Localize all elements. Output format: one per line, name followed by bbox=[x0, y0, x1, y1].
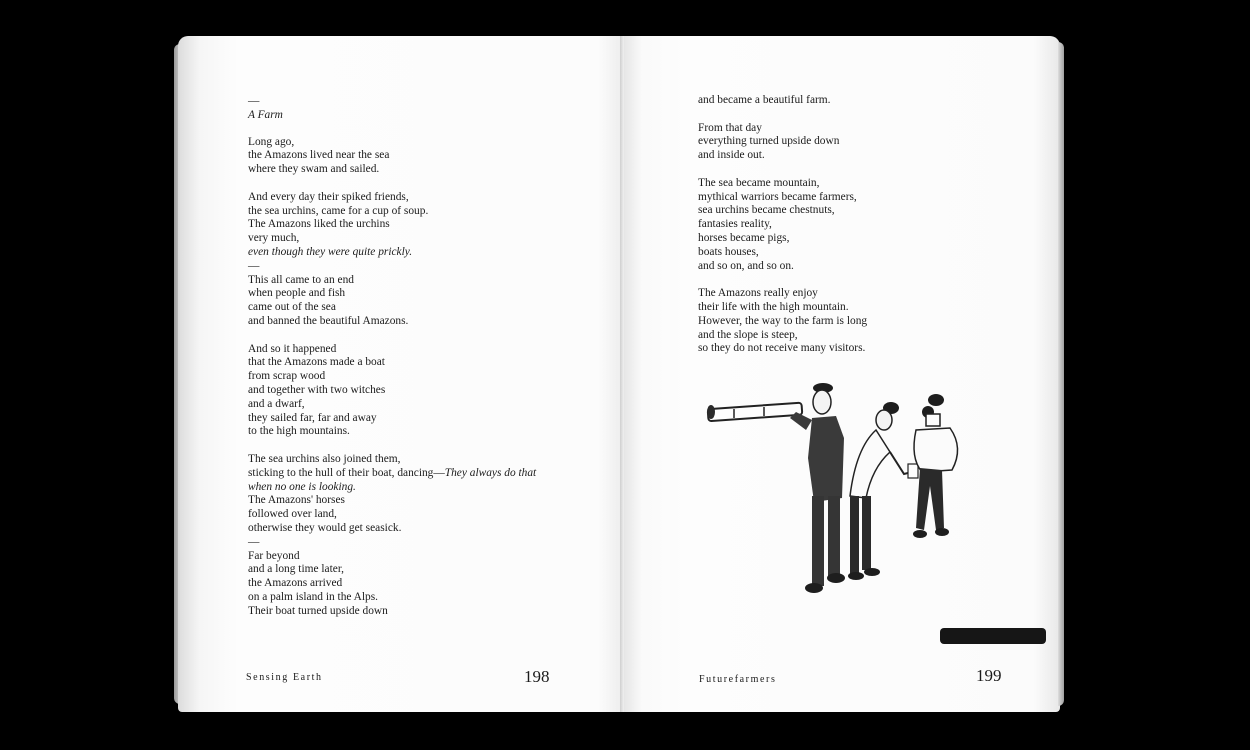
poem-line: where they swam and sailed. bbox=[248, 163, 380, 176]
poem-line: boats houses, bbox=[698, 245, 759, 258]
poem-line: The sea became mountain, bbox=[698, 176, 820, 189]
poem-line: that the Amazons made a boat bbox=[248, 356, 385, 369]
poem-line: followed over land, bbox=[248, 508, 337, 521]
poem-line: otherwise they would get seasick. bbox=[248, 521, 402, 534]
poem-line: and a dwarf, bbox=[248, 397, 305, 410]
section-dash: — bbox=[248, 95, 260, 107]
redaction-bar bbox=[940, 628, 1046, 644]
telescope-icon bbox=[707, 403, 802, 422]
open-book bbox=[174, 36, 1064, 712]
poem-line: From that day bbox=[698, 121, 762, 134]
right-page bbox=[624, 36, 1060, 712]
poem-line: And so it happened bbox=[248, 342, 337, 355]
book-edge-right bbox=[1058, 42, 1064, 706]
illustration-figures bbox=[704, 378, 974, 608]
poem-line: The Amazons' horses bbox=[248, 494, 345, 507]
poem-line: horses became pigs, bbox=[698, 231, 790, 244]
poem-line: they sailed far, far and away bbox=[248, 411, 377, 424]
poem-line: Far beyond bbox=[248, 549, 300, 562]
poem-line: and became a beautiful farm. bbox=[698, 94, 831, 106]
poem-line: on a palm island in the Alps. bbox=[248, 590, 379, 603]
poem-line: very much, bbox=[248, 232, 300, 245]
stanza-gap bbox=[248, 439, 536, 453]
poem-line: and inside out. bbox=[698, 149, 765, 162]
poem-line: everything turned upside down bbox=[698, 135, 840, 148]
figure-observer bbox=[790, 383, 845, 593]
poem-right bbox=[698, 94, 867, 356]
poem-line: And every day their spiked friends, bbox=[248, 190, 409, 203]
poem-line: and a long time later, bbox=[248, 563, 345, 576]
poem-line: fantasies reality, bbox=[698, 218, 772, 231]
poem-line: sea urchins became chestnuts, bbox=[698, 204, 835, 217]
poem-left bbox=[248, 95, 536, 618]
poem-dash: — bbox=[248, 259, 260, 272]
poem-line-italic-part: They always do that bbox=[444, 466, 537, 479]
poem-title: A Farm bbox=[248, 108, 283, 121]
stanza-gap bbox=[248, 329, 536, 343]
poem-line: and the slope is steep, bbox=[698, 328, 798, 341]
poem-line: so they do not receive many visitors. bbox=[698, 342, 866, 355]
poem-line: to the high mountains. bbox=[248, 425, 350, 438]
poem-line: from scrap wood bbox=[248, 370, 326, 383]
running-footer-right: Futurefarmers bbox=[699, 674, 777, 685]
poem-line-mixed bbox=[248, 467, 536, 481]
stanza-gap bbox=[698, 108, 867, 122]
poem-line: and together with two witches bbox=[248, 383, 386, 396]
poem-line: mythical warriors became farmers, bbox=[698, 190, 857, 203]
figure-writer bbox=[848, 402, 918, 580]
stanza-gap bbox=[698, 163, 867, 177]
poem-line: the sea urchins, came for a cup of soup. bbox=[248, 204, 429, 217]
poem-line: and so on, and so on. bbox=[698, 259, 794, 272]
figure-photographer bbox=[913, 394, 958, 538]
poem-line-italic: even though they were quite prickly. bbox=[248, 245, 413, 258]
left-page bbox=[178, 36, 624, 712]
poem-line: However, the way to the farm is long bbox=[698, 314, 868, 327]
poem-line: The sea urchins also joined them, bbox=[248, 452, 401, 465]
stanza-gap bbox=[698, 273, 867, 287]
poem-line: their life with the high mountain. bbox=[698, 300, 849, 313]
poem-line: came out of the sea bbox=[248, 301, 336, 314]
poem-line-italic: when no one is looking. bbox=[248, 480, 356, 493]
poem-line: Their boat turned upside down bbox=[248, 604, 388, 617]
page-number-left: 198 bbox=[524, 667, 550, 686]
poem-line: The Amazons liked the urchins bbox=[248, 218, 390, 231]
poem-line: The Amazons really enjoy bbox=[698, 287, 818, 300]
poem-dash: — bbox=[248, 535, 260, 548]
page-number-right: 199 bbox=[976, 666, 1002, 685]
poem-line: This all came to an end bbox=[248, 273, 354, 286]
poem-line: and banned the beautiful Amazons. bbox=[248, 314, 409, 327]
poem-line-part: sticking to the hull of their boat, dancing— bbox=[248, 466, 445, 479]
stanza-gap bbox=[248, 177, 536, 191]
poem-line: Long ago, bbox=[248, 135, 295, 148]
poem-line: when people and fish bbox=[248, 287, 346, 300]
running-footer-left: Sensing Earth bbox=[246, 672, 323, 683]
poem-line: the Amazons lived near the sea bbox=[248, 149, 390, 162]
poem-line: the Amazons arrived bbox=[248, 577, 343, 590]
